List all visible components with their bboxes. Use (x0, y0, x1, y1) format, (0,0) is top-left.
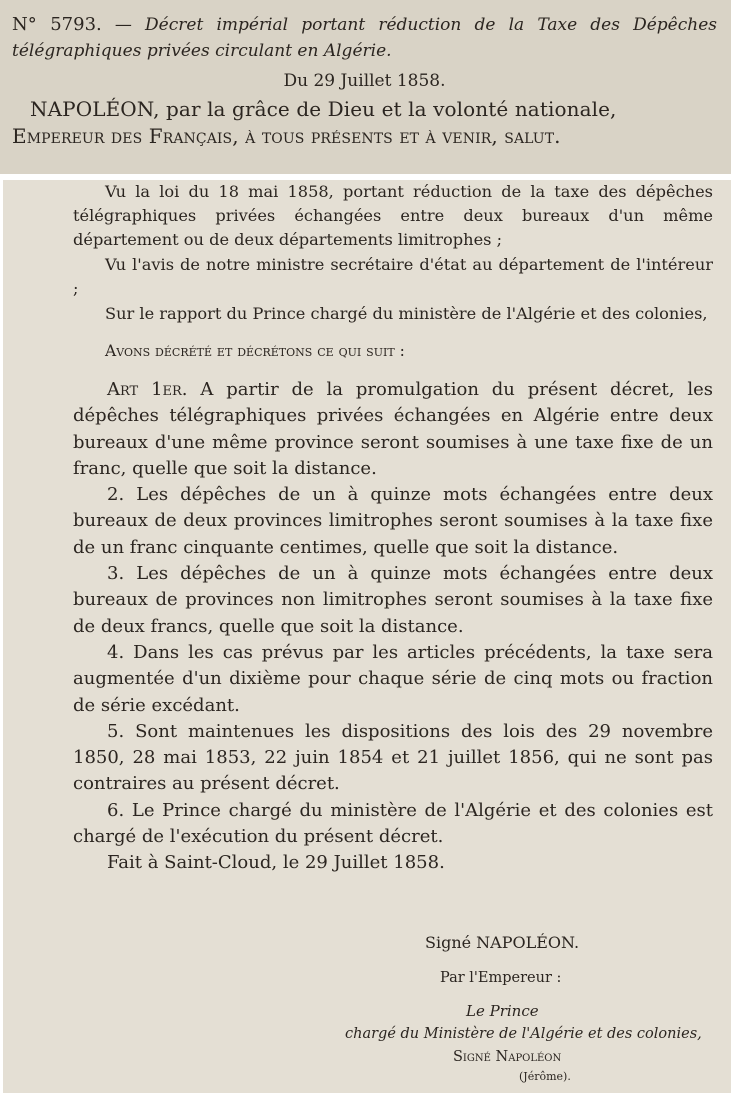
decree-title (12, 12, 717, 64)
article-5: 5. Sont maintenues les dispositions des lois des 29 novembre 1850, 28 mai 1853, 22 juin 1854 et 21 juillet 1856, qui ne sont pas contraires au présent décret. (73, 720, 713, 795)
document-page (3, 180, 731, 1093)
avons-decrete: Avons décrété et décrétons ce qui suit : (105, 342, 405, 360)
proclamation-rest: par la grâce de Dieu et la volonté nationale, (159, 97, 617, 121)
preamble-avis: Vu l'avis de notre ministre secrétaire d'état au département de l'intéreur ; (73, 255, 713, 298)
decree-number: N° 5793. (12, 14, 102, 35)
preamble-rapport: Sur le rapport du Prince chargé du ministère de l'Algérie et des colonies, (105, 304, 708, 323)
article-3: 3. Les dépêches de un à quinze mots échangées entre deux bureaux de provinces non limitrophes seront soumises à la taxe fixe de deux francs, quelle que soit la distance. (73, 563, 713, 637)
proclamation-line2: Empereur des Français, à tous présents et à venir, salut. (12, 124, 561, 148)
previous-page-strip (0, 0, 731, 174)
article-1 (73, 377, 713, 482)
par-l-empereur: Par l'Empereur : (440, 970, 562, 986)
articles (73, 377, 713, 876)
proclamation (12, 96, 717, 150)
signature-napoleon-jerome: Signé Napoléon (453, 1049, 562, 1065)
preamble-law: Vu la loi du 18 mai 1858, portant réduction de la taxe des dépêches télégraphiques privées échangées entre deux bureaux d'un même département ou de deux départements limitrophes ; (73, 182, 713, 249)
article-4: 4. Dans les cas prévus par les articles précédents, la taxe sera augmentée d'un dixième pour chaque série de cinq mots ou fraction de série excédant. (73, 641, 713, 716)
article-2: 2. Les dépêches de un à quinze mots échangées entre deux bureaux de deux provinces limitrophes seront soumises à la taxe fixe de un franc cinquante centimes, quelle que soit la distance. (73, 484, 713, 558)
article-1-label: Art 1er. (107, 379, 188, 400)
article-1-text: A partir de la promulgation du présent décret, les dépêches télégraphiques privées échangées en Algérie entre deux bureaux d'une même province seront soumises à une taxe fixe de un franc, quelle que soit la distance. (73, 379, 714, 479)
proclamation-name: NAPOLÉON, (30, 97, 160, 121)
charge-du-ministere: chargé du Ministère de l'Algérie et des colonies, (345, 1026, 702, 1042)
article-6: 6. Le Prince chargé du ministère de l'Algérie et des colonies est chargé de l'exécution du présent décret. (73, 799, 713, 848)
fait-a-saint-cloud: Fait à Saint-Cloud, le 29 Juillet 1858. (107, 852, 445, 874)
preamble (73, 180, 713, 363)
le-prince: Le Prince (466, 1002, 539, 1020)
signature-napoleon: Signé NAPOLÉON. (425, 933, 580, 952)
decree-date: Du 29 Juillet 1858. (283, 71, 446, 91)
jerome: (Jérôme). (519, 1070, 571, 1083)
decree-title-text: — Décret impérial portant réduction de la Taxe des Dépêches télégraphiques privées circulant en Algérie. (12, 15, 717, 61)
